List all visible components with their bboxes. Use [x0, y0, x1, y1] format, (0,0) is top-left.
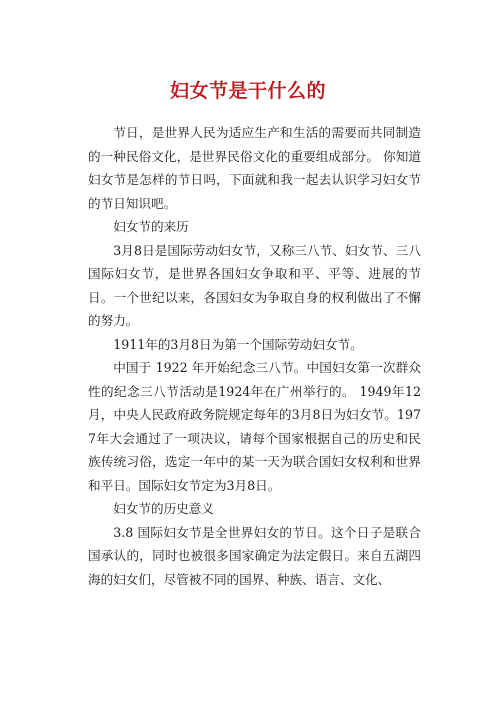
section-heading-significance: 妇女节的历史意义 — [113, 501, 214, 516]
paragraph-intro: 节日，是世界人民为适应生产和生活的需要而共同制造的一种民俗文化，是世界民俗文化的重要组成部分。 你知道妇女节是怎样的节日吗，下面就和我一起去认识学习妇女节的节日知识吧。 — [88, 125, 421, 211]
document-title: 妇女节是干什么的 — [169, 80, 326, 102]
paragraph-china-history: 中国于 1922 年开始纪念三八节。中国妇女第一次群众性的纪念三八节活动是1924年在广州举行的。 1949年12月，中央人民政府政务院规定每年的3月8日为妇女节。1977年大会通过了一项决议，请每个国家根据自己的历史和民族传统习俗，选定一年中的某一天为联合国妇女权利和世界和平日。国际妇女节定为3月8日。 — [88, 360, 421, 493]
paragraph-first-womens-day: 1911年的3月8日为第一个国际劳动妇女节。 — [113, 336, 363, 352]
section-heading-origin: 妇女节的来历 — [113, 219, 189, 234]
document-body — [88, 121, 421, 591]
paragraph-significance: 3.8 国际妇女节是全世界妇女的节日。这个日子是联合国承认的，同时也被很多国家确定为法定假日。来自五湖四海的妇女们，尽管被不同的国界、种族、语言、文化、 — [88, 524, 421, 587]
paragraph-origin: 3月8日是国际劳动妇女节，又称三八节、妇女节、三八国际妇女节，是世界各国妇女争取和平、平等、进展的节日。一个世纪以来，各国妇女为争取自身的权利做出了不懈的努力。 — [88, 242, 421, 328]
